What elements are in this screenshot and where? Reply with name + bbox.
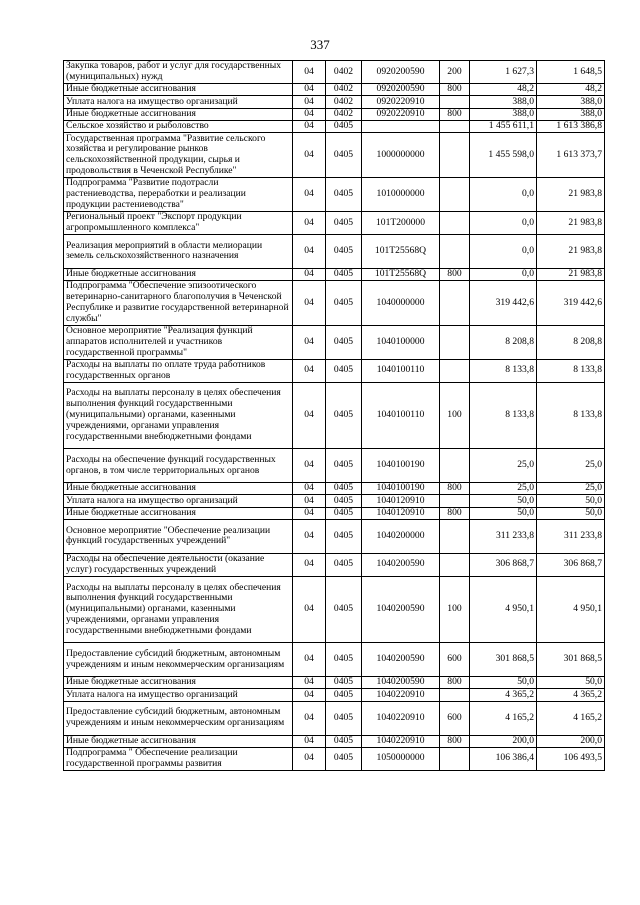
amount-year2-cell: 4 165,2 <box>537 701 605 735</box>
expense-type-cell: 800 <box>440 108 470 120</box>
section-code-cell: 04 <box>293 519 326 553</box>
target-article-cell: 1040200590 <box>362 576 440 642</box>
row-name-cell: Расходы на выплаты по оплате труда работников государственных органов <box>64 359 293 382</box>
section-code-cell: 04 <box>293 359 326 382</box>
subsection-code-cell: 0405 <box>326 177 362 211</box>
amount-year1-cell: 25,0 <box>470 449 537 483</box>
amount-year1-cell: 4 165,2 <box>470 701 537 735</box>
amount-year1-cell: 0,0 <box>470 177 537 211</box>
section-code-cell: 04 <box>293 735 326 747</box>
expense-type-cell: 800 <box>440 84 470 96</box>
table-row <box>64 133 605 178</box>
subsection-code-cell: 0405 <box>326 359 362 382</box>
row-name-cell: Предоставление субсидий бюджетным, автономным учреждениям и иным некоммерческим организациям <box>64 701 293 735</box>
row-name-cell: Расходы на обеспечение деятельности (оказание услуг) государственных учреждений <box>64 553 293 576</box>
subsection-code-cell: 0405 <box>326 507 362 519</box>
row-name-cell: Иные бюджетные ассигнования <box>64 84 293 96</box>
amount-year2-cell: 311 233,8 <box>537 519 605 553</box>
amount-year1-cell: 388,0 <box>470 108 537 120</box>
target-article-cell: 1010000000 <box>362 177 440 211</box>
section-code-cell: 04 <box>293 495 326 507</box>
amount-year2-cell: 1 613 373,7 <box>537 133 605 178</box>
table-row <box>64 120 605 132</box>
table-row <box>64 234 605 268</box>
amount-year1-cell: 0,0 <box>470 234 537 268</box>
amount-year1-cell: 106 386,4 <box>470 747 537 770</box>
table-row <box>64 495 605 507</box>
table-row <box>64 211 605 234</box>
subsection-code-cell: 0405 <box>326 211 362 234</box>
subsection-code-cell: 0405 <box>326 553 362 576</box>
target-article-cell: 1040120910 <box>362 495 440 507</box>
expense-type-cell <box>440 747 470 770</box>
table-row <box>64 382 605 448</box>
section-code-cell: 04 <box>293 61 326 84</box>
amount-year1-cell: 8 133,8 <box>470 382 537 448</box>
row-name-cell: Иные бюджетные ассигнования <box>64 507 293 519</box>
expense-type-cell: 600 <box>440 701 470 735</box>
amount-year2-cell: 50,0 <box>537 677 605 689</box>
budget-table <box>63 60 605 771</box>
amount-year2-cell: 301 868,5 <box>537 643 605 677</box>
expense-type-cell <box>440 120 470 132</box>
expense-type-cell: 800 <box>440 483 470 495</box>
table-row <box>64 643 605 677</box>
row-name-cell: Иные бюджетные ассигнования <box>64 735 293 747</box>
amount-year2-cell: 50,0 <box>537 495 605 507</box>
amount-year2-cell: 4 950,1 <box>537 576 605 642</box>
target-article-cell: 1050000000 <box>362 747 440 770</box>
row-name-cell: Иные бюджетные ассигнования <box>64 483 293 495</box>
subsection-code-cell: 0405 <box>326 325 362 359</box>
expense-type-cell: 100 <box>440 382 470 448</box>
amount-year2-cell: 1 613 386,8 <box>537 120 605 132</box>
row-name-cell: Закупка товаров, работ и услуг для государственных (муниципальных) нужд <box>64 61 293 84</box>
row-name-cell: Уплата налога на имущество организаций <box>64 96 293 108</box>
amount-year1-cell: 25,0 <box>470 483 537 495</box>
row-name-cell: Подпрограмма "Обеспечение эпизоотического ветеринарно-санитарного благополучия в Чеченской Республике и развитие государственной ветеринарной службы" <box>64 281 293 326</box>
expense-type-cell: 800 <box>440 735 470 747</box>
expense-type-cell: 800 <box>440 507 470 519</box>
amount-year2-cell: 4 365,2 <box>537 689 605 701</box>
subsection-code-cell: 0402 <box>326 61 362 84</box>
target-article-cell: 1040220910 <box>362 735 440 747</box>
row-name-cell: Основное мероприятие "Реализация функций аппаратов исполнителей и участников государственной программы" <box>64 325 293 359</box>
section-code-cell: 04 <box>293 483 326 495</box>
table-row <box>64 96 605 108</box>
table-row <box>64 519 605 553</box>
amount-year1-cell: 306 868,7 <box>470 553 537 576</box>
target-article-cell: 101T25568Q <box>362 234 440 268</box>
subsection-code-cell: 0405 <box>326 519 362 553</box>
target-article-cell: 1040000000 <box>362 281 440 326</box>
section-code-cell: 04 <box>293 553 326 576</box>
expense-type-cell <box>440 133 470 178</box>
amount-year1-cell: 8 208,8 <box>470 325 537 359</box>
row-name-cell: Иные бюджетные ассигнования <box>64 268 293 280</box>
section-code-cell: 04 <box>293 120 326 132</box>
expense-type-cell <box>440 449 470 483</box>
amount-year1-cell: 4 950,1 <box>470 576 537 642</box>
section-code-cell: 04 <box>293 643 326 677</box>
target-article-cell: 1040100000 <box>362 325 440 359</box>
subsection-code-cell: 0405 <box>326 281 362 326</box>
target-article-cell: 0920220910 <box>362 96 440 108</box>
expense-type-cell: 100 <box>440 576 470 642</box>
table-body <box>64 61 605 771</box>
expense-type-cell <box>440 211 470 234</box>
section-code-cell: 04 <box>293 576 326 642</box>
row-name-cell: Иные бюджетные ассигнования <box>64 677 293 689</box>
subsection-code-cell: 0405 <box>326 689 362 701</box>
amount-year2-cell: 21 983,8 <box>537 234 605 268</box>
amount-year1-cell: 1 455 611,1 <box>470 120 537 132</box>
row-name-cell: Предоставление субсидий бюджетным, автономным учреждениям и иным некоммерческим организациям <box>64 643 293 677</box>
section-code-cell: 04 <box>293 382 326 448</box>
row-name-cell: Подпрограмма " Обеспечение реализации государственной программы развития <box>64 747 293 770</box>
section-code-cell: 04 <box>293 689 326 701</box>
subsection-code-cell: 0405 <box>326 735 362 747</box>
target-article-cell: 1040100190 <box>362 449 440 483</box>
amount-year1-cell: 311 233,8 <box>470 519 537 553</box>
amount-year2-cell: 21 983,8 <box>537 177 605 211</box>
amount-year2-cell: 25,0 <box>537 449 605 483</box>
table-row <box>64 84 605 96</box>
table-row <box>64 553 605 576</box>
row-name-cell: Реализация мероприятий в области мелиорации земель сельскохозяйственного назначения <box>64 234 293 268</box>
target-article-cell: 101T25568Q <box>362 268 440 280</box>
table-row <box>64 507 605 519</box>
section-code-cell: 04 <box>293 268 326 280</box>
amount-year2-cell: 48,2 <box>537 84 605 96</box>
expense-type-cell <box>440 495 470 507</box>
subsection-code-cell: 0405 <box>326 382 362 448</box>
expense-type-cell: 200 <box>440 61 470 84</box>
amount-year1-cell: 0,0 <box>470 211 537 234</box>
expense-type-cell: 800 <box>440 677 470 689</box>
row-name-cell: Государственная программа "Развитие сельского хозяйства и регулирование рынков сельскохозяйственной продукции, сырья и продовольствия в Чеченской Республике" <box>64 133 293 178</box>
amount-year1-cell: 1 455 598,0 <box>470 133 537 178</box>
target-article-cell: 0920200590 <box>362 84 440 96</box>
table-row <box>64 747 605 770</box>
amount-year2-cell: 8 133,8 <box>537 359 605 382</box>
table-row <box>64 735 605 747</box>
table-row <box>64 689 605 701</box>
amount-year1-cell: 1 627,3 <box>470 61 537 84</box>
row-name-cell: Уплата налога на имущество организаций <box>64 689 293 701</box>
amount-year2-cell: 319 442,6 <box>537 281 605 326</box>
expense-type-cell: 800 <box>440 268 470 280</box>
expense-type-cell <box>440 359 470 382</box>
expense-type-cell <box>440 325 470 359</box>
table-row <box>64 61 605 84</box>
section-code-cell: 04 <box>293 133 326 178</box>
page-number: 337 <box>310 37 330 52</box>
subsection-code-cell: 0405 <box>326 576 362 642</box>
table-row <box>64 177 605 211</box>
section-code-cell: 04 <box>293 701 326 735</box>
amount-year1-cell: 50,0 <box>470 507 537 519</box>
section-code-cell: 04 <box>293 325 326 359</box>
subsection-code-cell: 0405 <box>326 133 362 178</box>
target-article-cell: 1040100190 <box>362 483 440 495</box>
subsection-code-cell: 0405 <box>326 701 362 735</box>
row-name-cell: Расходы на обеспечение функций государственных органов, в том числе территориальных органов <box>64 449 293 483</box>
expense-type-cell <box>440 689 470 701</box>
subsection-code-cell: 0405 <box>326 449 362 483</box>
amount-year2-cell: 200,0 <box>537 735 605 747</box>
amount-year2-cell: 8 133,8 <box>537 382 605 448</box>
amount-year2-cell: 1 648,5 <box>537 61 605 84</box>
subsection-code-cell: 0405 <box>326 268 362 280</box>
subsection-code-cell: 0405 <box>326 120 362 132</box>
section-code-cell: 04 <box>293 211 326 234</box>
row-name-cell: Иные бюджетные ассигнования <box>64 108 293 120</box>
expense-type-cell <box>440 553 470 576</box>
subsection-code-cell: 0405 <box>326 643 362 677</box>
section-code-cell: 04 <box>293 108 326 120</box>
target-article-cell: 1040200590 <box>362 677 440 689</box>
row-name-cell: Основное мероприятие "Обеспечение реализации функций государственных учреждений" <box>64 519 293 553</box>
target-article-cell: 0920220910 <box>362 108 440 120</box>
subsection-code-cell: 0405 <box>326 234 362 268</box>
section-code-cell: 04 <box>293 449 326 483</box>
amount-year1-cell: 50,0 <box>470 677 537 689</box>
table-row <box>64 701 605 735</box>
amount-year2-cell: 50,0 <box>537 507 605 519</box>
target-article-cell: 1040220910 <box>362 701 440 735</box>
amount-year2-cell: 388,0 <box>537 96 605 108</box>
row-name-cell: Региональный проект "Экспорт продукции агропромышленного комплекса" <box>64 211 293 234</box>
target-article-cell: 1040100110 <box>362 382 440 448</box>
expense-type-cell <box>440 96 470 108</box>
target-article-cell: 1040200000 <box>362 519 440 553</box>
amount-year1-cell: 319 442,6 <box>470 281 537 326</box>
section-code-cell: 04 <box>293 177 326 211</box>
amount-year2-cell: 25,0 <box>537 483 605 495</box>
row-name-cell: Сельское хозяйство и рыболовство <box>64 120 293 132</box>
amount-year1-cell: 301 868,5 <box>470 643 537 677</box>
table-row <box>64 359 605 382</box>
amount-year1-cell: 388,0 <box>470 96 537 108</box>
section-code-cell: 04 <box>293 507 326 519</box>
amount-year1-cell: 0,0 <box>470 268 537 280</box>
row-name-cell: Подпрограмма "Развитие подотрасли растениеводства, переработки и реализации продукции растениеводства" <box>64 177 293 211</box>
amount-year2-cell: 21 983,8 <box>537 268 605 280</box>
table-row <box>64 108 605 120</box>
expense-type-cell: 600 <box>440 643 470 677</box>
subsection-code-cell: 0405 <box>326 483 362 495</box>
target-article-cell: 101T200000 <box>362 211 440 234</box>
target-article-cell: 1040120910 <box>362 507 440 519</box>
row-name-cell: Уплата налога на имущество организаций <box>64 495 293 507</box>
table-row <box>64 268 605 280</box>
section-code-cell: 04 <box>293 677 326 689</box>
amount-year1-cell: 200,0 <box>470 735 537 747</box>
target-article-cell: 1040200590 <box>362 553 440 576</box>
section-code-cell: 04 <box>293 234 326 268</box>
expense-type-cell <box>440 519 470 553</box>
section-code-cell: 04 <box>293 84 326 96</box>
expense-type-cell <box>440 281 470 326</box>
target-article-cell: 1000000000 <box>362 133 440 178</box>
amount-year1-cell: 48,2 <box>470 84 537 96</box>
section-code-cell: 04 <box>293 96 326 108</box>
subsection-code-cell: 0402 <box>326 96 362 108</box>
amount-year1-cell: 50,0 <box>470 495 537 507</box>
table-row <box>64 576 605 642</box>
section-code-cell: 04 <box>293 747 326 770</box>
target-article-cell: 1040220910 <box>362 689 440 701</box>
amount-year2-cell: 8 208,8 <box>537 325 605 359</box>
table-row <box>64 677 605 689</box>
row-name-cell: Расходы на выплаты персоналу в целях обеспечения выполнения функций государственными (муниципальными) органами, казенными учреждениями, органами управления государственными внебюджетными фондами <box>64 382 293 448</box>
subsection-code-cell: 0402 <box>326 108 362 120</box>
table-row <box>64 449 605 483</box>
expense-type-cell <box>440 234 470 268</box>
subsection-code-cell: 0405 <box>326 747 362 770</box>
amount-year2-cell: 388,0 <box>537 108 605 120</box>
table-row <box>64 483 605 495</box>
amount-year2-cell: 106 493,5 <box>537 747 605 770</box>
row-name-cell: Расходы на выплаты персоналу в целях обеспечения выполнения функций государственными (муниципальными) органами, казенными учреждениями, органами управления государственными внебюджетными фондами <box>64 576 293 642</box>
target-article-cell <box>362 120 440 132</box>
amount-year2-cell: 306 868,7 <box>537 553 605 576</box>
target-article-cell: 1040100110 <box>362 359 440 382</box>
subsection-code-cell: 0405 <box>326 677 362 689</box>
section-code-cell: 04 <box>293 281 326 326</box>
target-article-cell: 1040200590 <box>362 643 440 677</box>
table-row <box>64 281 605 326</box>
subsection-code-cell: 0405 <box>326 495 362 507</box>
target-article-cell: 0920200590 <box>362 61 440 84</box>
expense-type-cell <box>440 177 470 211</box>
subsection-code-cell: 0402 <box>326 84 362 96</box>
amount-year2-cell: 21 983,8 <box>537 211 605 234</box>
amount-year1-cell: 8 133,8 <box>470 359 537 382</box>
table-row <box>64 325 605 359</box>
amount-year1-cell: 4 365,2 <box>470 689 537 701</box>
